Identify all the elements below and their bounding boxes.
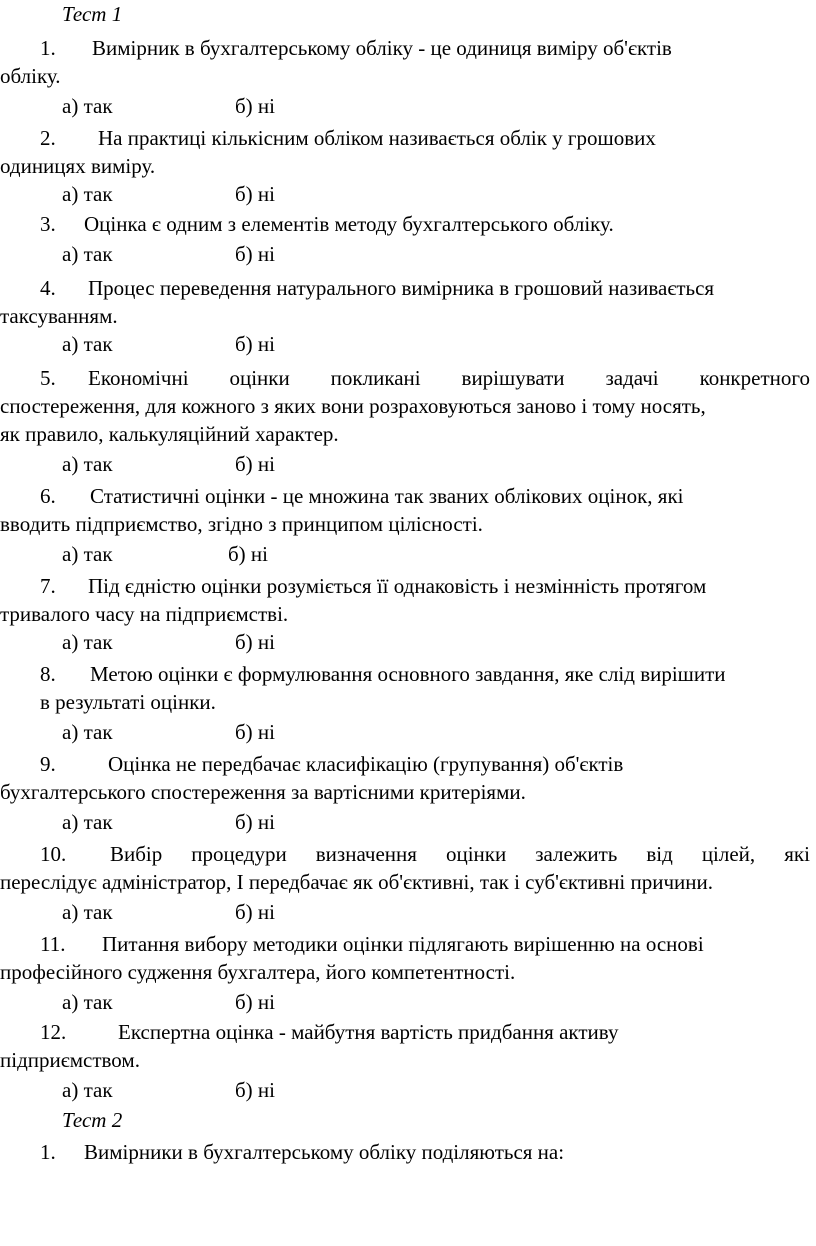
question-12 [0,1018,812,1074]
question-text: Оцінка є одним з елементів методу бухгалтерського обліку. [84,212,614,236]
test-2-title: Тест 2 [62,1108,123,1132]
question-text: Статистичні оцінки - це множина так званих облікових оцінок, які [90,484,684,508]
question-number: 12. [40,1020,67,1044]
word: процедури [191,842,287,866]
question-number: 10. [40,842,67,866]
option-no[interactable]: б) ні [235,452,276,476]
question-text-cont: обліку. [0,64,61,88]
option-no[interactable]: б) ні [235,182,276,206]
option-yes[interactable]: а) так [62,542,113,566]
question-number: 8. [40,662,56,686]
word: оцінки [445,842,507,866]
question-text: Питання вибору методики оцінки підлягають вирішенню на основі [102,932,704,956]
question-text: Вимірник в бухгалтерському обліку - це одиниця виміру об'єктів [92,36,672,60]
question-number: 1. [40,1140,56,1164]
question-text-cont: тривалого часу на підприємстві. [0,602,289,626]
question-number: 6. [40,484,56,508]
question-text-cont: бухгалтерського спостереження за вартісними критеріями. [0,780,526,804]
question-text: Під єдністю оцінки розуміється її однаковість і незмінність протягом [88,574,707,598]
word: визначення [315,842,417,866]
question-text: Процес переведення натурального вимірника в грошовий називається [88,276,715,300]
question-text [88,364,810,392]
question-text-cont: професійного судження бухгалтера, його компетентності. [0,960,516,984]
option-no[interactable]: б) ні [235,242,276,266]
question-text-cont: підприємством. [0,1048,140,1072]
question-text: Вимірники в бухгалтерському обліку поділяються на: [84,1140,565,1164]
question-text-cont: одиницях виміру. [0,154,156,178]
option-yes[interactable]: а) так [62,242,113,266]
option-no[interactable]: б) ні [235,720,276,744]
option-no[interactable]: б) ні [235,94,276,118]
option-yes[interactable]: а) так [62,1078,113,1102]
word: Економічні [88,366,189,390]
option-yes[interactable]: а) так [62,630,113,654]
word: залежить [535,842,618,866]
question-number: 1. [40,36,56,60]
question-text-cont: переслідує адміністратор, І передбачає як об'єктивні, так і суб'єктивні причини. [0,870,714,894]
question-9 [0,750,812,806]
word: від [646,842,673,866]
word: Вибір [110,842,163,866]
option-yes[interactable]: а) так [62,810,113,834]
question-7 [0,572,812,628]
question-number: 2. [40,126,56,150]
question-4 [0,274,812,330]
question-11 [0,930,812,986]
option-yes[interactable]: а) так [62,182,113,206]
option-yes[interactable]: а) так [62,990,113,1014]
question-number: 11. [40,932,66,956]
question-text-cont: як правило, калькуляційний характер. [0,422,339,446]
question-text: На практиці кількісним обліком називається облік у грошових [98,126,656,150]
question-10 [0,840,812,896]
option-no[interactable]: б) ні [235,900,276,924]
question-number: 4. [40,276,56,300]
word: які [784,842,810,866]
question-text-cont: спостереження, для кожного з яких вони розраховуються заново і тому носять, [0,394,706,418]
word: конкретного [699,366,810,390]
question-text: Оцінка не передбачає класифікацію (групування) об'єктів [108,752,624,776]
option-no[interactable]: б) ні [235,810,276,834]
word: покликані [330,366,421,390]
question-1 [0,34,812,90]
option-yes[interactable]: а) так [62,720,113,744]
question-number: 3. [40,212,56,236]
word: цілей, [701,842,756,866]
question-6 [0,482,812,538]
question-8 [0,660,812,716]
option-no[interactable]: б) ні [235,990,276,1014]
option-no[interactable]: б) ні [235,1078,276,1102]
option-yes[interactable]: а) так [62,94,113,118]
test-2-question-1 [0,1138,812,1166]
option-no[interactable]: б) ні [235,332,276,356]
question-number: 5. [40,366,56,390]
question-text: Експертна оцінка - майбутня вартість придбання активу [118,1020,619,1044]
word: вирішувати [461,366,565,390]
question-number: 9. [40,752,56,776]
question-5 [0,364,812,448]
option-yes[interactable]: а) так [62,452,113,476]
option-no[interactable]: б) ні [228,542,269,566]
question-2 [0,124,812,180]
option-no[interactable]: б) ні [235,630,276,654]
question-3 [0,210,812,238]
word: задачі [605,366,659,390]
option-yes[interactable]: а) так [62,332,113,356]
test-1-title: Тест 1 [62,2,123,26]
question-text-cont: в результаті оцінки. [40,690,216,714]
question-text [110,840,810,868]
option-yes[interactable]: а) так [62,900,113,924]
question-number: 7. [40,574,56,598]
question-text-cont: вводить підприємство, згідно з принципом цілісності. [0,512,483,536]
question-text: Метою оцінки є формулювання основного завдання, яке слід вирішити [90,662,726,686]
question-text-cont: таксуванням. [0,304,118,328]
word: оцінки [229,366,290,390]
